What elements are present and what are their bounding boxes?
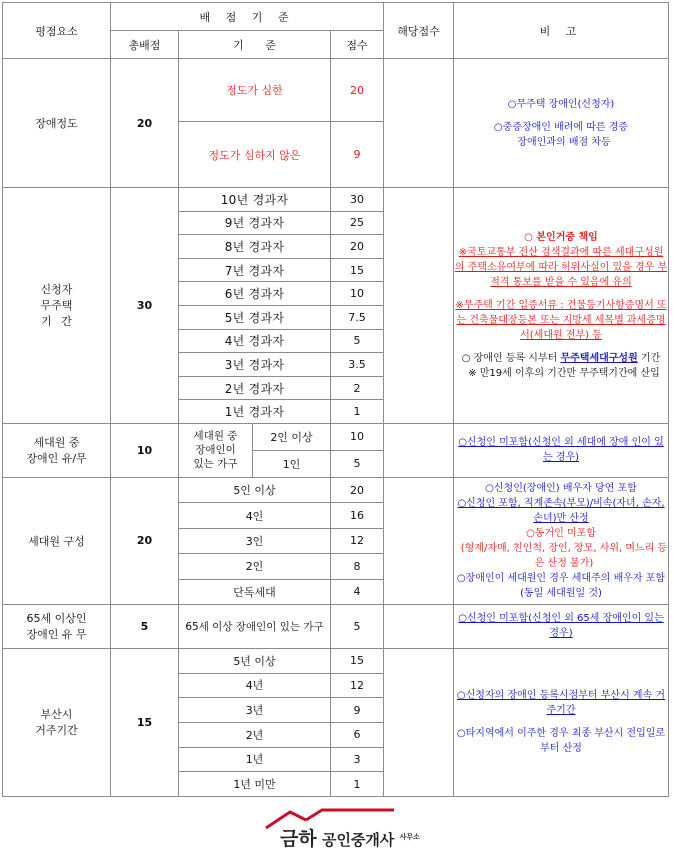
points-cell: 8 (331, 554, 384, 579)
section-total-homeless: 30 (111, 188, 179, 424)
criteria-cell: 3인 (179, 528, 331, 553)
points-cell: 25 (331, 211, 384, 235)
points-cell: 10 (331, 423, 384, 450)
points-cell: 3.5 (331, 353, 384, 377)
criteria-cell: 1인 (253, 450, 331, 477)
points-cell: 5 (331, 604, 384, 648)
criteria-cell: 단독세대 (179, 579, 331, 604)
criteria-cell: 1년 미만 (179, 772, 331, 797)
criteria-cell: 6년 경과자 (179, 282, 331, 306)
note-text: 무주택세대구성원 (560, 352, 638, 364)
criteria-cell: 1년 경과자 (179, 400, 331, 424)
logo-text-small: 사무소 (399, 833, 420, 841)
criteria-cell: 5년 경과자 (179, 305, 331, 329)
points-cell: 5 (331, 329, 384, 353)
remarks-household-size (454, 477, 669, 604)
note-line: ※국토교통부 전산 검색결과에 따른 세대구성원의 주택소유여부에 따라 허위사실이 있을 경우 부적격 통보를 받을 수 있음에 유의 (454, 246, 668, 288)
note-line: ○ 본인거증 책임 (524, 231, 598, 243)
criteria-cell: 2년 경과자 (179, 376, 331, 400)
points-cell: 9 (331, 698, 384, 723)
points-cell: 15 (331, 648, 384, 673)
criteria-cell: 3년 경과자 (179, 353, 331, 377)
header-applicable: 해당점수 (384, 3, 454, 59)
criteria-cell: 4인 (179, 503, 331, 528)
note-text: 기간 (637, 352, 661, 364)
section-name-line: 신청자 (40, 283, 73, 297)
note-line: ○타지역에서 이주한 경우 최종 부산시 전입일로부터 산정 (456, 728, 666, 755)
company-logo (262, 806, 420, 850)
note-line: ○동거인 미포함 (526, 527, 596, 539)
points-cell: 12 (331, 673, 384, 698)
criteria-cell: 2인 이상 (253, 423, 331, 450)
section-name-household-size: 세대원 구성 (3, 477, 111, 604)
points-cell: 4 (331, 579, 384, 604)
applicable-score-cell[interactable] (384, 188, 454, 424)
section-total-disability: 20 (111, 59, 179, 188)
section-name-line: 장애인 유 무 (26, 628, 87, 642)
points-cell: 6 (331, 722, 384, 747)
logo-text-main: 공인중개사 (321, 831, 395, 849)
criteria-cell: 65세 이상 장애인이 있는 가구 (179, 604, 331, 648)
criteria-cell: 4년 (179, 673, 331, 698)
note-line: ※ 만19세 이후의 기간만 무주택기간에 산입 (468, 367, 660, 379)
section-name-line: 장애인 유/무 (26, 452, 87, 466)
section-name-line: 부산시 (40, 708, 73, 722)
note-line: ※무주택 기간 입증서류 : 건물등기사항증명서 또는 건축물대장등본 또는 지방세 세목별 과세증명서(세대원 전부) 등 (455, 299, 667, 341)
criteria-cell: 8년 경과자 (179, 235, 331, 259)
note-line: ○신청인(장애인) 배우자 당연 포함 (485, 482, 637, 494)
applicable-score-cell[interactable] (384, 59, 454, 188)
note-line: 장애인과의 배점 차등 (517, 136, 611, 148)
note-text: ○ 장애인 등록 시부터 (461, 352, 561, 364)
criteria-cell: 정도가 심한 (179, 59, 331, 122)
section-name-elderly (3, 604, 111, 648)
points-cell: 20 (331, 59, 384, 122)
points-cell: 20 (331, 477, 384, 502)
scoring-table (2, 2, 669, 797)
household-disabled-sublabel (179, 423, 253, 477)
points-cell: 5 (331, 450, 384, 477)
section-name-residence (3, 648, 111, 796)
logo-wordmark (280, 824, 420, 851)
criteria-cell: 5년 이상 (179, 648, 331, 673)
points-cell: 30 (331, 188, 384, 212)
points-cell: 20 (331, 235, 384, 259)
section-total-residence: 15 (111, 648, 179, 796)
remarks-residence (454, 648, 669, 796)
points-cell: 16 (331, 503, 384, 528)
points-cell: 3 (331, 747, 384, 772)
sublabel-line: 있는 가구 (193, 458, 238, 471)
section-total-household-disabled: 10 (111, 423, 179, 477)
header-element: 평점요소 (3, 3, 111, 59)
remarks-household-disabled (454, 423, 669, 477)
points-cell: 9 (331, 122, 384, 188)
criteria-cell: 정도가 심하지 않은 (179, 122, 331, 188)
header-remarks: 비 고 (454, 3, 669, 59)
points-cell: 7.5 (331, 305, 384, 329)
section-name-line: 거주기간 (35, 724, 78, 738)
header-points: 점수 (331, 31, 384, 59)
criteria-cell: 7년 경과자 (179, 258, 331, 282)
remarks-elderly (454, 604, 669, 648)
note-line: ○신청자의 장애인 등록시점부터 부산시 계속 거주기간 (456, 690, 666, 717)
criteria-cell: 4년 경과자 (179, 329, 331, 353)
header-criteria: 기 준 (179, 31, 331, 59)
section-name-line: 기 간 (41, 315, 72, 329)
section-name-line: 65세 이상인 (26, 612, 87, 626)
section-name-line: 무주택 (40, 299, 73, 313)
note-line: ○중증장애인 배려에 따른 경증 (493, 121, 629, 133)
header-criteria-group: 배 점 기 준 (111, 3, 384, 31)
sublabel-line: 세대원 중 (193, 430, 238, 443)
section-name-disability: 장애정도 (3, 59, 111, 188)
logo-text-big: 금하 (280, 828, 317, 850)
section-total-elderly: 5 (111, 604, 179, 648)
note-line: ○무주택 장애인(신청자) (507, 98, 615, 110)
criteria-cell: 3년 (179, 698, 331, 723)
points-cell: 12 (331, 528, 384, 553)
applicable-score-cell[interactable] (384, 604, 454, 648)
remarks-homeless (454, 188, 669, 424)
remarks-disability (454, 59, 669, 188)
sublabel-line: 장애인이 (195, 444, 236, 457)
criteria-cell: 2년 (179, 722, 331, 747)
section-name-household-disabled (3, 423, 111, 477)
criteria-cell: 1년 (179, 747, 331, 772)
note-line: ○신청인 포함, 직계존속(부모)/비속(자녀, 손자, 손녀)만 산정 (457, 497, 665, 524)
points-cell: 15 (331, 258, 384, 282)
note-line: (형제/자매, 친인척, 장인, 장모, 사위, 며느리 등은 산정 불가) (460, 542, 668, 569)
applicable-score-cell[interactable] (384, 648, 454, 796)
points-cell: 1 (331, 400, 384, 424)
applicable-score-cell[interactable] (384, 477, 454, 604)
criteria-cell: 10년 경과자 (179, 188, 331, 212)
points-cell: 10 (331, 282, 384, 306)
points-cell: 1 (331, 772, 384, 797)
criteria-cell: 2인 (179, 554, 331, 579)
section-total-household-size: 20 (111, 477, 179, 604)
header-total-points: 총배점 (111, 31, 179, 59)
note-line: ○신청인 미포함(신청인 외 세대에 장애 인이 있는 경우) (458, 437, 664, 464)
criteria-cell: 5인 이상 (179, 477, 331, 502)
points-cell: 2 (331, 376, 384, 400)
section-name-line: 세대원 중 (33, 436, 80, 450)
note-line (454, 351, 668, 366)
criteria-cell: 9년 경과자 (179, 211, 331, 235)
note-line: ○장애인이 세대원인 경우 세대주의 배우자 포함(동일 세대원일 것) (456, 572, 666, 599)
note-line: ○신청인 미포함(신청인 외 65세 장애인이 있는 경우) (458, 613, 664, 640)
section-name-homeless (3, 188, 111, 424)
applicable-score-cell[interactable] (384, 423, 454, 477)
